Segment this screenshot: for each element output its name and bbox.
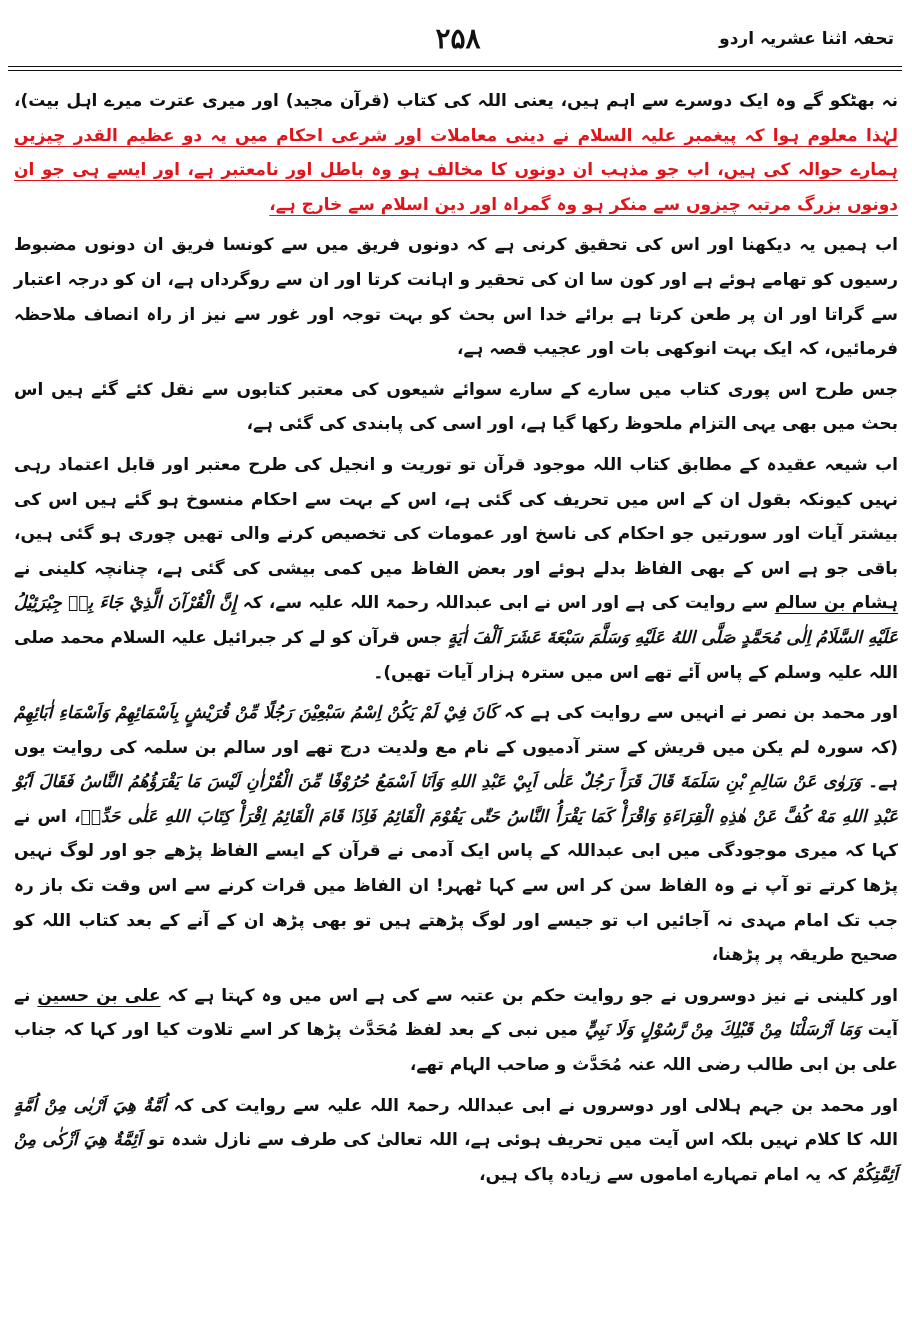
paragraph-5 [14, 696, 898, 973]
underlined-name: علی بن حسین [37, 985, 161, 1006]
paragraph-text: جس طرح اس پوری کتاب میں سارے کے سارے سوائے شیعوں کی معتبر کتابوں سے نقل کئے گئے ہیں اس بحث میں بھی یہی التزام ملحوظ رکھا گیا ہے، اور اسی کی پابندی کی گئی ہے، [14, 379, 898, 435]
paragraph-6 [14, 979, 898, 1083]
arabic-quote: اُمَّةٌ هِيَ اَرْبٰى مِنْ اُمَّةٍ [14, 1095, 167, 1116]
paragraph-text: (کہ سورہ لم یکن میں قریش کے ستر آدمیوں کے نام مع ولدیت درج تھے اور سالم بن سلمہ کی روایت یوں ہے۔ [14, 737, 898, 793]
page-body [14, 84, 898, 1331]
paragraph-text: اب ہمیں یہ دیکھنا اور اس کی تحقیق کرنی ہے کہ دونوں فریق میں سے کونسا فریق ان دونوں مضبوط رسیوں کو تھامے ہوئے ہے اور کون سا ان کی تحقیر و اہانت کرتا اور ان سے روگرداں ہے، ان کو درجہ اعتبار سے گراتا اور ان پر طعن کرتا ہے برائے خدا اس بحث کو بہت توجہ اور غور سے نیز از راہ انصاف ملاحظہ فرمائیں، کہ ایک بہت انوکھی بات اور عجیب قصہ ہے، [14, 235, 898, 360]
paragraph-text: اور کلینی نے نیز دوسروں نے جو روایت حکم بن عتبہ سے کی ہے اس میں وہ کہتا ہے کہ [160, 985, 899, 1006]
paragraph-2 [14, 228, 898, 366]
paragraph-text: ، اس نے کہا کہ میری موجودگی میں ابی عبداللہ کے پاس ایک آدمی نے قرآن کے ایسے الفاظ پڑھے جو اور لوگ نہیں پڑھا کرتے تو آپ نے وہ الفاظ سن کر اس سے کہا ٹھہر! ان الفاظ میں قرات کرنے سے اس وقت تک باز رہ جب تک امام مہدی نہ آجائیں اب تو جیسے اور لوگ پڑھتے ہیں تو بھی پڑھ ان کے آنے کے بعد کتاب اللہ کو صحیح طریقہ پر پڑھنا، [14, 806, 898, 966]
paragraph-4 [14, 448, 898, 690]
paragraph-text: سے روایت کی ہے اور اس نے ابی عبداللہ رحمۃ اللہ علیہ سے، کہ [236, 593, 775, 614]
paragraph-text: نے آیت [14, 985, 899, 1041]
arabic-quote: وَمَا اَرْسَلْنَا مِنْ قَبْلِكَ مِنْ رَّسُوْلٍ وَلَا نَبِيٍّ [584, 1020, 861, 1041]
arabic-quote: كَانَ فِيْ لَمْ يَكُنْ اِسْمُ سَبْعِيْنَ رَجُلًا مِّنْ قُرَيْشٍ بِاَسْمَائِهِمْ وَاَسْمَاءِ اٰبَائِهِمْ [14, 703, 498, 724]
page-header [8, 22, 902, 62]
paragraph-text: اور محمد بن جہم ہلالی اور دوسروں نے ابی عبداللہ رحمۃ اللہ علیہ سے روایت کی کہ [166, 1095, 898, 1116]
arabic-quote: اَئِمَّةٌ هِيَ اَزْكٰى مِنْ اَئِمَّتِكُمْ [14, 1130, 898, 1185]
paragraph-text: اب شیعہ عقیدہ کے مطابق کتاب اللہ موجود قرآن تو توریت و انجیل کی طرح معتبر اور قابل اعتماد رہی نہیں کیونکہ بقول ان کے اس میں تحریف کی گئی ہے، اس کے بہت سے احکام منسوخ ہو گئے ہیں اس کی بیشتر آیات اور سورتیں جو احکام کی ناسخ اور عمومات کی تخصیص کرنے والی تھیں چوری ہو گئی ہیں، باقی جو ہے اس کے بھی الفاظ بدلے ہوئے اور بعض الفاظ میں کمی بیشی کی گئی ہے، چنانچہ کلینی نے [14, 454, 898, 579]
page-number: ۲۵۸ [435, 22, 481, 55]
paragraph-text: اللہ کا کلام نہیں بلکہ اس آیت میں تحریف ہوئی ہے، اللہ تعالیٰ کی طرف سے نازل شدہ تو [141, 1130, 899, 1151]
paragraph-text: نہ بھٹکو گے وہ ایک دوسرے سے اہم ہیں، یعنی اللہ کی کتاب (قرآن مجید) اور میری عترت میرے اہل بیت)، [14, 91, 898, 111]
paragraph-text: کہ یہ امام تمہارے اماموں سے زیادہ پاک ہیں، [479, 1164, 853, 1185]
arabic-quote: إِنَّ الْقُرْآنَ الَّذِيْ جَاءَ بِهٖ جِبْرَئِيْلُ عَلَيْهِ السَّلَامُ اِلٰى مُحَمَّدٍ صَلَّى اللهُ عَلَيْهِ وَسَلَّمَ سَبْعَةَ عَشَرَ اَلْفَ اٰيَةٍ [14, 593, 898, 648]
highlighted-text: لہٰذا معلوم ہوا کہ پیغمبر علیہ السلام نے دینی معاملات اور شرعی احکام میں یہ دو عظیم القدر چیزیں ہمارے حوالہ کی ہیں، اب جو مذہب ان دونوں کا مخالف ہو وہ باطل اور نامعتبر ہے، اور ایسے ہی جو ان دونوں بزرگ مرتبہ چیزوں سے منکر ہو وہ گمراہ اور دین اسلام سے خارج ہے، [14, 125, 898, 215]
paragraph-7 [14, 1089, 898, 1193]
paragraph-text: جس قرآن کو لے کر جبرائیل علیہ السلام محمد صلی اللہ علیہ وسلم کے پاس آئے تھے اس میں سترہ ہزار آیات تھیں)۔ [14, 627, 898, 683]
paragraph-1 [14, 84, 898, 222]
header-rule-bottom [8, 70, 902, 71]
underlined-name: ہشام بن سالم [774, 593, 899, 614]
running-title: تحفہ اثنا عشریہ اردو [719, 29, 894, 49]
arabic-quote: وَرَوٰى عَنْ سَالِمِ بْنِ سَلَمَةَ قَالَ قَرَأَ رَجُلٌ عَلٰى اَبِيْ عَبْدِ اللهِ وَاَنَا اَسْمَعُ حُرُوْفًا مِّنَ الْقُرْاٰنِ لَيْسَ مَا يَقْرَؤُهُمُ النَّاسُ فَقَالَ اَبُوْ عَبْدِ اللهِ مَهْ كُفَّ عَنْ هٰذِهِ الْقِرَاءَةِ وَاقْرَأْ كَمَا يَقْرَأُ النَّاسُ حَتّٰى يَقُوْمَ الْقَائِمُ فَاِذَا قَامَ الْقَائِمُ اِقْرَأْ كِتَابَ اللهِ عَلٰى حَدِّهٖ [14, 772, 898, 827]
paragraph-text: اور محمد بن نصر نے انہیں سے روایت کی ہے کہ [497, 703, 898, 724]
paragraph-text: میں نبی کے بعد لفظ مُحَدَّث پڑھا کر اسے تلاوت کیا اور کہا کہ جناب علی بن ابی طالب رضی اللہ عنہ مُحَدَّث و صاحب الہام تھے، [14, 1020, 898, 1076]
paragraph-3 [14, 373, 898, 442]
header-rule-top [8, 66, 902, 67]
